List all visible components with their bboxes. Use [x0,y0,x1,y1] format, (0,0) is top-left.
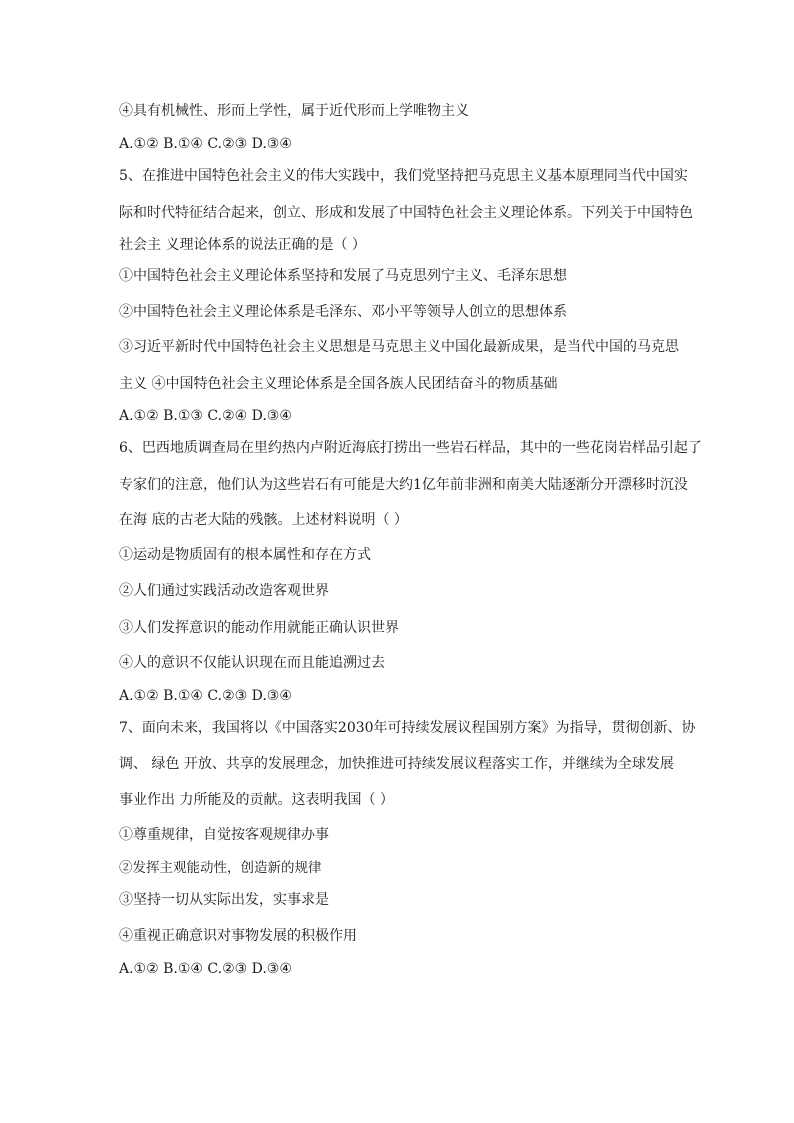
q7-option-2: ②发挥主观能动性，创造新的规律 [119,860,322,876]
q4-answer-choices: A.①② B.①④ C.②③ D.③④ [119,136,292,152]
q5-option-1: ①中国特色社会主义理论体系坚持和发展了马克思列宁主义、毛泽东思想 [119,268,567,284]
q5-stem-line-3: 社会主 义理论体系的说法正确的是（ ） [119,237,366,253]
q6-option-4: ④人的意识不仅能认识现在而且能追溯过去 [119,655,385,671]
q4-option-4: ④具有机械性、形而上学性，属于近代形而上学唯物主义 [119,103,469,119]
q7-stem-line-3: 事业作出 力所能及的贡献。这表明我国（ ） [119,792,394,808]
q6-answer-choices: A.①② B.①④ C.②③ D.③④ [119,688,292,704]
q7-stem-line-1: 7、面向未来，我国将以《中国落实2030年可持续发展议程国别方案》为指导，贯彻创新、协 [119,720,696,736]
q7-answer-choices: A.①② B.①④ C.②③ D.③④ [119,961,292,977]
q7-option-3: ③坚持一切从实际出发，实事求是 [119,892,329,908]
q5-stem-line-2: 际和时代特征结合起来，创立、形成和发展了中国特色社会主义理论体系。下列关于中国特色 [119,205,693,221]
q7-option-1: ①尊重规律，自觉按客观规律办事 [119,827,329,843]
q7-stem-line-2: 调、 绿色 开放、共享的发展理念，加快推进可持续发展议程落实工作，并继续为全球发展 [119,756,674,772]
q6-stem-line-3: 在海 底的古老大陆的残骸。上述材料说明（ ） [119,512,408,528]
q6-option-1: ①运动是物质固有的根本属性和存在方式 [119,547,371,563]
q5-answer-choices: A.①② B.①③ C.②④ D.③④ [119,408,292,424]
q7-option-4: ④重视正确意识对事物发展的积极作用 [119,928,357,944]
q5-stem-line-1: 5、在推进中国特色社会主义的伟大实践中，我们党坚持把马克思主义基本原理同当代中国实 [119,168,688,184]
q6-option-2: ②人们通过实践活动改造客观世界 [119,583,329,599]
q5-option-3: ③习近平新时代中国特色社会主义思想是马克思主义中国化最新成果，是当代中国的马克思 [119,339,679,355]
q6-stem-line-1: 6、巴西地质调查局在里约热内卢附近海底打捞出一些岩石样品，其中的一些花岗岩样品引起了 [119,440,702,456]
q6-stem-line-2: 专家们的注意，他们认为这些岩石有可能是大约1亿年前非洲和南美大陆逐渐分开漂移时沉没 [119,477,688,493]
q6-option-3: ③人们发挥意识的能动作用就能正确认识世界 [119,620,399,636]
q5-option-2: ②中国特色社会主义理论体系是毛泽东、邓小平等领导人创立的思想体系 [119,304,567,320]
q5-option-3-cont-and-4: 主义 ④中国特色社会主义理论体系是全国各族人民团结奋斗的物质基础 [119,376,558,392]
